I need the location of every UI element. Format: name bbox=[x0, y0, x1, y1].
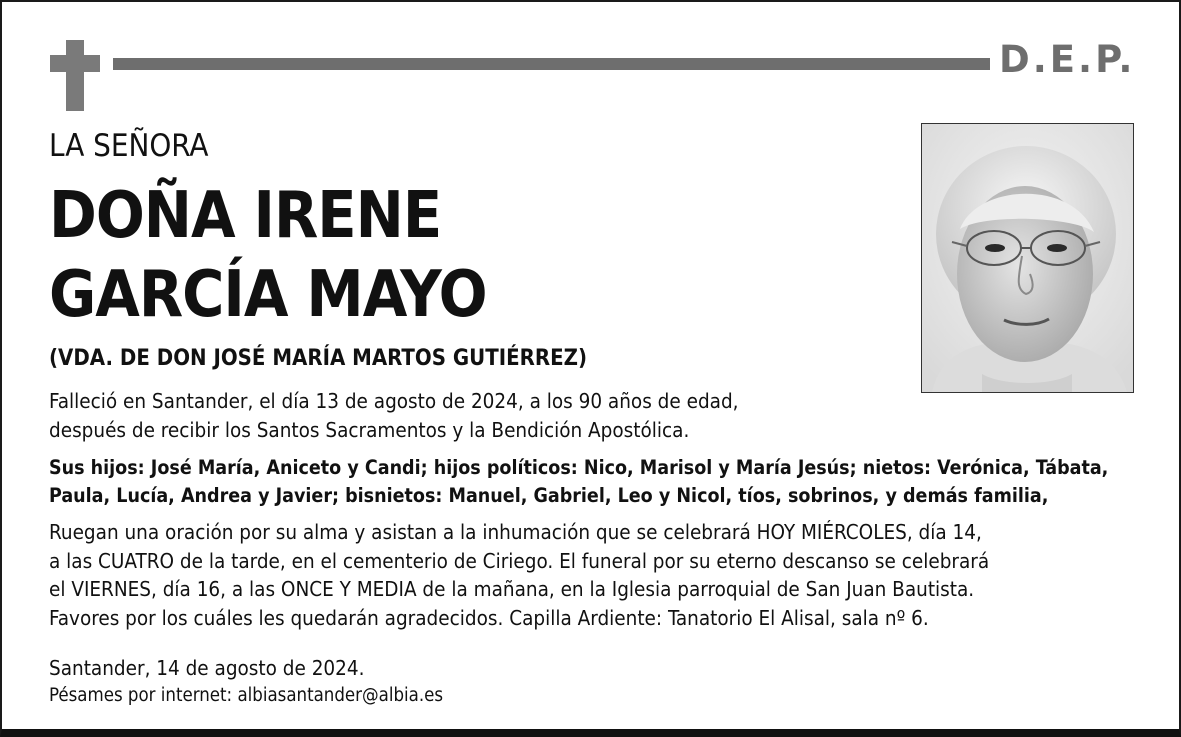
header-rule bbox=[113, 58, 990, 70]
dep-mark: D.E.P. bbox=[999, 38, 1136, 81]
condolences-line: Pésames por internet: albiasantander@albia.es bbox=[49, 685, 444, 706]
death-paragraph: Falleció en Santander, el día 13 de agosto de 2024, a los 90 años de edad, después de recibir los Santos Sacramentos y la Bendición Apostólica. bbox=[49, 389, 739, 442]
widow-line: (VDA. DE DON JOSÉ MARÍA MARTOS GUTIÉRREZ) bbox=[49, 346, 588, 371]
deceased-name-line-2: GARCÍA MAYO bbox=[49, 258, 487, 332]
portrait-photo bbox=[921, 123, 1134, 393]
deceased-name-line-1: DOÑA IRENE bbox=[49, 179, 442, 253]
deceased-name bbox=[49, 177, 487, 335]
cross-horizontal-bar bbox=[50, 55, 100, 72]
place-date: Santander, 14 de agosto de 2024. bbox=[49, 656, 365, 680]
cross-vertical-bar bbox=[66, 40, 84, 111]
portrait-illustration bbox=[922, 124, 1133, 392]
ceremony-paragraph: Ruegan una oración por su alma y asistan a la inhumación que se celebrará HOY MIÉRCOLES, día 14, a las CUATRO de la tarde, en el cementerio de Ciriego. El funeral por su eterno descanso se celebrará el VIERNES, día 16, a las ONCE Y MEDIA de la mañana, en la Iglesia parroquial de San Juan Bautista. Favores por los cuáles les quedarán agradecidos. Capilla Ardiente: Tanatorio El Alisal, sala nº 6. bbox=[49, 520, 990, 630]
family-paragraph: Sus hijos: José María, Aniceto y Candi; hijos políticos: Nico, Marisol y María Jesús; nietos: Verónica, Tábata, Paula, Lucía, Andrea y Javier; bisnietos: Manuel, Gabriel, Leo y Nicol, tíos, sobrinos, y demás familia, bbox=[49, 456, 1109, 507]
salutation: LA SEÑORA bbox=[49, 128, 209, 164]
